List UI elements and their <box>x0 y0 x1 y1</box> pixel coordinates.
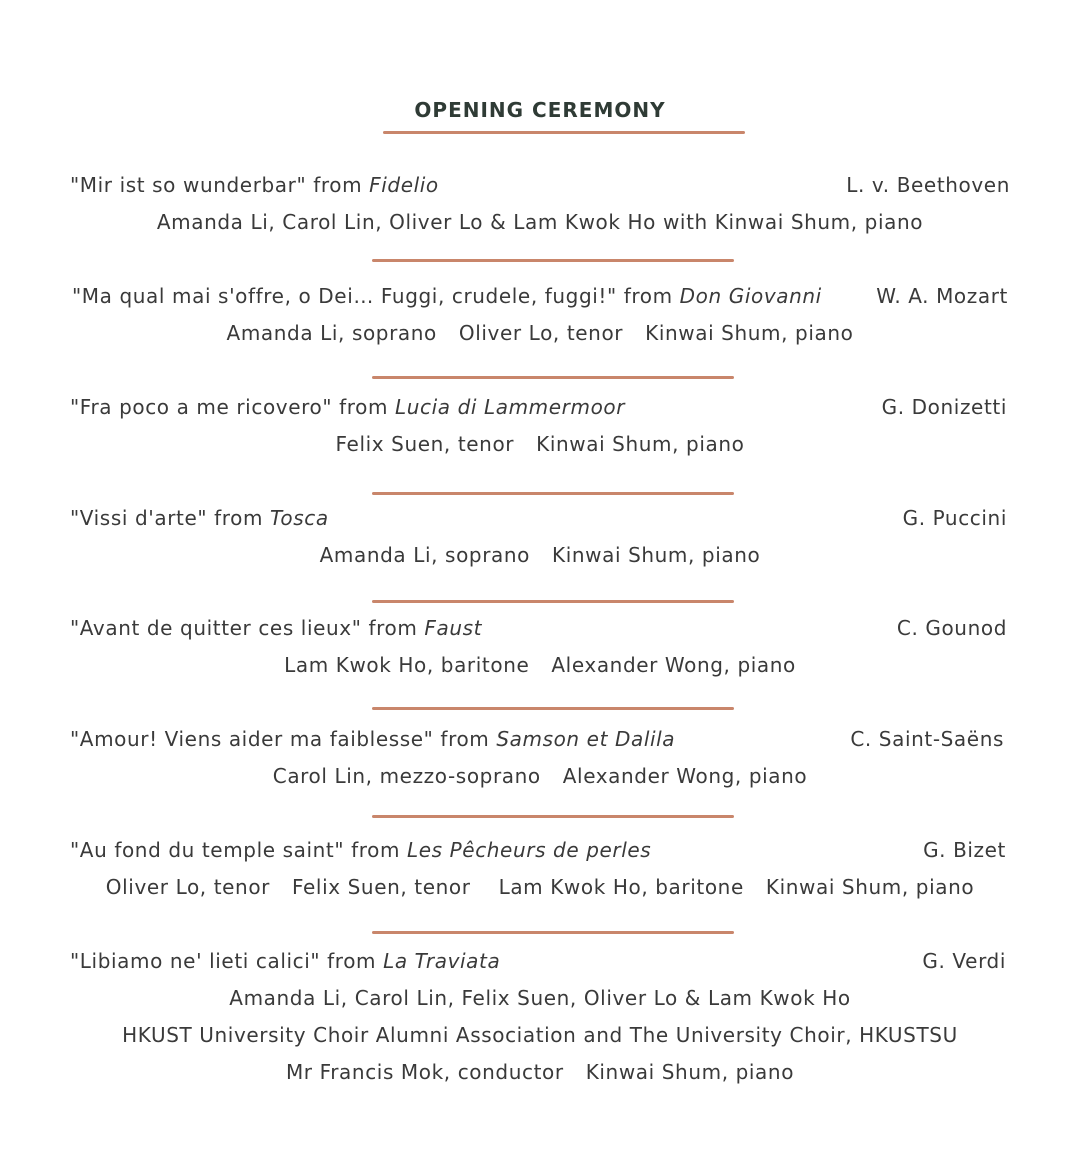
work-title: Samson et Dalila <box>496 727 676 751</box>
performer: Lam Kwok Ho, baritone <box>284 653 530 677</box>
composer-name: G. Bizet <box>923 838 1006 862</box>
performers-line <box>0 875 1080 899</box>
performers-line <box>0 986 1080 1010</box>
piece-title <box>70 949 500 973</box>
separator-rule <box>372 931 734 934</box>
performer: Felix Suen, tenor <box>335 432 515 456</box>
composer-name: C. Gounod <box>896 616 1007 640</box>
piece-name: "Avant de quitter ces lieux" from <box>70 616 425 640</box>
work-title: Lucia di Lammermoor <box>395 395 626 419</box>
piece-name: "Au fond du temple saint" from <box>70 838 407 862</box>
performer: Alexander Wong, piano <box>562 764 808 788</box>
performer: Oliver Lo, tenor <box>105 875 270 899</box>
piece-title <box>70 173 439 197</box>
performer: Lam Kwok Ho, baritone <box>498 875 744 899</box>
piece-name: "Vissi d'arte" from <box>70 506 271 530</box>
performer: Kinwai Shum, piano <box>645 321 854 345</box>
ensemble: HKUST University Choir Alumni Association and The University Choir, HKUSTSU <box>122 1023 958 1047</box>
work-title: Faust <box>424 616 483 640</box>
composer-name: G. Donizetti <box>881 395 1007 419</box>
performer: Kinwai Shum, piano <box>552 543 761 567</box>
work-title: Fidelio <box>369 173 439 197</box>
separator-rule <box>372 492 734 495</box>
separator-rule <box>372 600 734 603</box>
performers-line <box>0 210 1080 234</box>
performers-line <box>0 432 1080 456</box>
composer-name: G. Verdi <box>922 949 1006 973</box>
performer: Kinwai Shum, piano <box>536 432 745 456</box>
separator-rule <box>372 815 734 818</box>
work-title: Don Giovanni <box>679 284 822 308</box>
piece-name: "Libiamo ne' lieti calici" from <box>70 949 384 973</box>
piece-name: "Fra poco a me ricovero" from <box>70 395 395 419</box>
performer: Felix Suen, tenor <box>292 875 471 899</box>
performer: Oliver Lo, tenor <box>458 321 624 345</box>
performer: Kinwai Shum, piano <box>765 875 975 899</box>
composer-name: L. v. Beethoven <box>846 173 1010 197</box>
piece-title <box>70 616 482 640</box>
piece-name: "Mir ist so wunderbar" from <box>70 173 370 197</box>
work-title: La Traviata <box>383 949 501 973</box>
performer: Amanda Li, soprano <box>319 543 531 567</box>
performers-line <box>0 653 1080 677</box>
separator-rule <box>372 259 734 262</box>
performers-line <box>0 321 1080 345</box>
programme-title: OPENING CEREMONY <box>414 98 666 122</box>
performer: Carol Lin, mezzo-soprano <box>272 764 541 788</box>
performer: Amanda Li, soprano <box>226 321 437 345</box>
performer: Amanda Li, Carol Lin, Felix Suen, Oliver Lo & Lam Kwok Ho <box>229 986 851 1010</box>
piece-title <box>70 838 651 862</box>
title-underline <box>383 131 745 134</box>
work-title: Les Pêcheurs de perles <box>407 838 652 862</box>
performers-line <box>0 543 1080 567</box>
piece-name: "Amour! Viens aider ma faiblesse" from <box>70 727 497 751</box>
composer-name: C. Saint-Saëns <box>850 727 1004 751</box>
piece-name: "Ma qual mai s'offre, o Dei… Fuggi, crudele, fuggi!" from <box>72 284 680 308</box>
performer: Amanda Li, Carol Lin, Oliver Lo & Lam Kwok Ho with Kinwai Shum, piano <box>156 210 924 234</box>
work-title: Tosca <box>270 506 329 530</box>
piece-title <box>70 727 675 751</box>
conductor: Mr Francis Mok, conductor <box>285 1060 564 1084</box>
conductor-line <box>0 1060 1080 1084</box>
separator-rule <box>372 376 734 379</box>
composer-name: W. A. Mozart <box>876 284 1008 308</box>
separator-rule <box>372 707 734 710</box>
piece-title <box>72 284 822 308</box>
composer-name: G. Puccini <box>902 506 1007 530</box>
performer: Kinwai Shum, piano <box>585 1060 795 1084</box>
ensemble-line <box>0 1023 1080 1047</box>
piece-title <box>70 506 329 530</box>
performer: Alexander Wong, piano <box>551 653 796 677</box>
performers-line <box>0 764 1080 788</box>
piece-title <box>70 395 625 419</box>
